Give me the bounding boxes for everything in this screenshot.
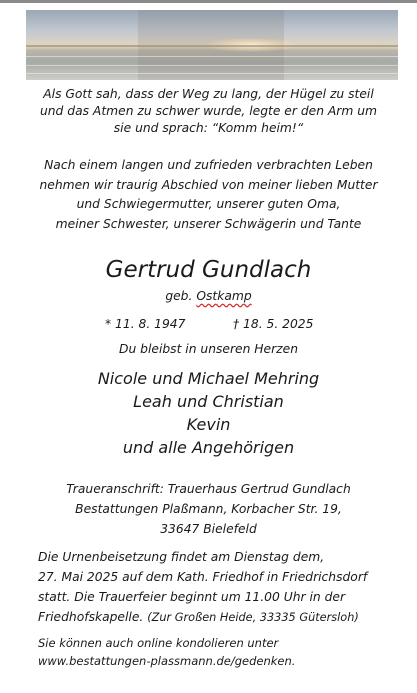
sea-sunset-image: [26, 10, 398, 80]
birth-date: * 11. 8. 1947: [105, 317, 186, 331]
poem-line: sie und sprach: “Komm heim!“: [113, 121, 304, 135]
poem-verse: [0, 86, 417, 137]
online-line: Sie können auch online kondolieren unter: [38, 636, 279, 650]
notice-chapel: Friedhofskapelle.: [38, 610, 144, 624]
mourner-line: Leah und Christian: [133, 392, 284, 411]
intro-line: Nach einem langen und zufrieden verbrachten Leben: [44, 158, 373, 172]
mourning-address: [0, 479, 417, 539]
intro-line: und Schwiegermutter, unserer guten Oma,: [76, 197, 341, 211]
address-line: Bestattungen Plaßmann, Korbacher Str. 19,: [75, 502, 342, 516]
intro-line: meiner Schwester, unserer Schwägerin und Tante: [55, 216, 362, 231]
birth-surname: Ostkamp: [196, 289, 252, 303]
notice-chapel-address: (Zur Großen Heide, 33335 Gütersloh): [147, 611, 359, 624]
notice-line: Die Urnenbeisetzung findet am Dienstag dem,: [38, 550, 325, 564]
death-date: † 18. 5. 2025: [233, 317, 314, 331]
notice-line: 27. Mai 2025 auf dem Kath. Friedhof in Friedrichsdorf: [38, 570, 368, 584]
online-condolence: [38, 634, 408, 670]
notice-line: [38, 607, 408, 628]
poem-line: und das Atmen zu schwer wurde, legte er den Arm um: [39, 104, 378, 118]
mourner-line: und alle Angehörigen: [122, 438, 295, 457]
address-line: 33647 Bielefeld: [160, 522, 257, 536]
wave-line: [26, 73, 398, 74]
poem-line: Als Gott sah, dass der Weg zu lang, der Hügel zu steil: [43, 87, 374, 101]
mourner-line: Nicole und Michael Mehring: [97, 369, 320, 388]
motto: Du bleibst in unseren Herzen: [118, 342, 298, 356]
wave-line: [26, 56, 398, 57]
mourner-line: Kevin: [186, 415, 231, 434]
intro-line: nehmen wir traurig Abschied von meiner lieben Mutter: [39, 177, 378, 192]
top-border-line: [0, 0, 417, 3]
notice-line: statt. Die Trauerfeier beginnt um 11.00 Uhr in der: [38, 590, 345, 604]
birth-prefix: geb.: [165, 289, 193, 303]
address-line: Traueranschrift: Trauerhaus Gertrud Gundlach: [66, 482, 351, 496]
intro-text: [0, 156, 417, 234]
mourners-list: [0, 367, 417, 459]
birth-name: [0, 288, 417, 304]
deceased-name: Gertrud Gundlach: [105, 257, 312, 283]
funeral-notice: [38, 547, 408, 628]
horizon-line: [26, 45, 398, 47]
condolence-url: www.bestattungen-plassmann.de/gedenken.: [38, 654, 296, 668]
wave-line: [26, 65, 398, 66]
